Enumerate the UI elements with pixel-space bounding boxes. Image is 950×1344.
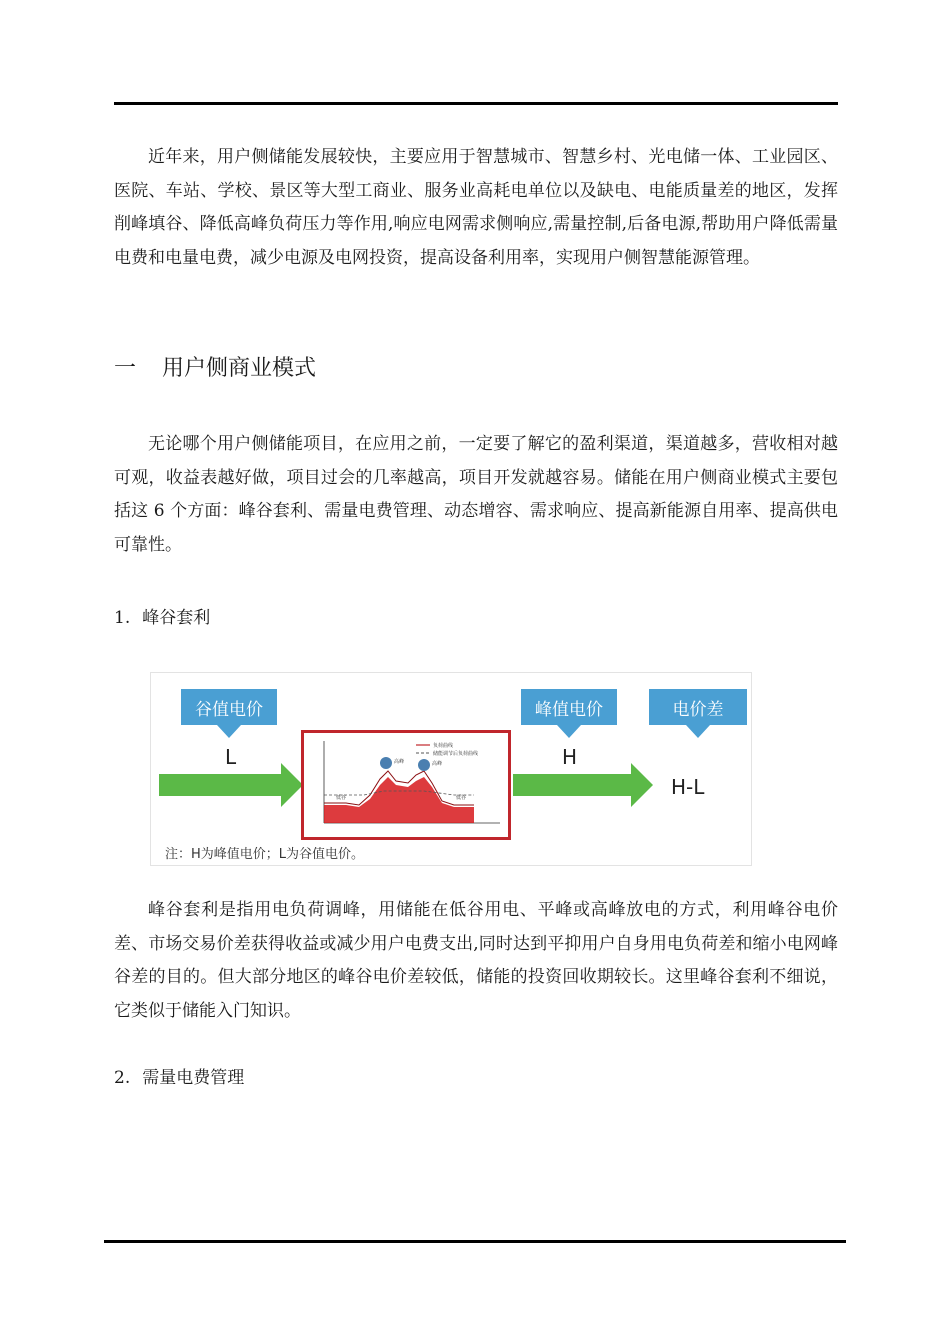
load-curve-chart <box>304 733 508 837</box>
load-area <box>324 777 474 823</box>
legend-label-1: 负荷曲线 <box>433 743 454 749</box>
low-price-symbol: L <box>225 745 237 769</box>
subsection-heading-1 <box>114 603 210 633</box>
peak-marker-2 <box>418 759 430 771</box>
annotation-valley-2: 低谷 <box>456 795 467 801</box>
subsection-number: 2. <box>114 1068 131 1088</box>
section-title: 用户侧商业模式 <box>162 356 317 381</box>
right-arrow <box>513 763 653 807</box>
section-heading <box>114 352 316 386</box>
subsection-number: 1. <box>114 608 131 628</box>
high-price-symbol: H <box>562 745 578 769</box>
peak-price-tag: 峰值电价 <box>521 689 617 725</box>
subsection-title: 需量电费管理 <box>142 1068 245 1088</box>
peak-valley-arbitrage-figure <box>150 672 752 866</box>
business-model-paragraph: 无论哪个用户侧储能项目，在应用之前，一定要了解它的盈利渠道，渠道越多，营收相对越可观，收益表越好做，项目过会的几率越高，项目开发就越容易。储能在用户侧商业模式主要包括这 6 个方面：峰谷套利、需量电费管理、动态增容、需求响应、提高新能源自用率、提高供电可靠性。 <box>114 434 838 555</box>
annotation-peak-2: 高峰 <box>432 761 443 767</box>
valley-price-tag: 谷值电价 <box>181 689 277 725</box>
figure-note: 注：H为峰值电价；L为谷值电价。 <box>165 847 365 862</box>
annotation-peak-1: 高峰 <box>394 759 405 765</box>
subsection-heading-2 <box>114 1063 244 1093</box>
annotation-valley-1: 低谷 <box>336 795 347 801</box>
price-diff-tag: 电价差 <box>649 689 747 725</box>
peak-marker-1 <box>380 757 392 769</box>
price-diff-symbol: H-L <box>671 775 705 799</box>
header-rule <box>114 102 838 105</box>
arbitrage-paragraph: 峰谷套利是指用电负荷调峰，用储能在低谷用电、平峰或高峰放电的方式，利用峰谷电价差、市场交易价差获得收益或减少用户电费支出,同时达到平抑用户自身用电负荷差和缩小电网峰谷差的目的。但大部分地区的峰谷电价差较低，储能的投资回收期较长。这里峰谷套利不细说，它类似于储能入门知识。 <box>114 900 838 1021</box>
subsection-title: 峰谷套利 <box>142 608 211 628</box>
section-number: 一 <box>114 356 137 381</box>
load-curve-inset <box>301 730 511 840</box>
left-arrow <box>159 763 303 807</box>
intro-paragraph: 近年来，用户侧储能发展较快，主要应用于智慧城市、智慧乡村、光电储一体、工业园区、医院、车站、学校、景区等大型工商业、服务业高耗电单位以及缺电、电能质量差的地区，发挥削峰填谷、降低高峰负荷压力等作用,响应电网需求侧响应,需量控制,后备电源,帮助用户降低需量电费和电量电费，减少电源及电网投资，提高设备利用率，实现用户侧智慧能源管理。 <box>114 147 838 268</box>
legend-label-2: 储能调节后负荷曲线 <box>433 751 479 757</box>
footer-rule <box>104 1240 846 1243</box>
